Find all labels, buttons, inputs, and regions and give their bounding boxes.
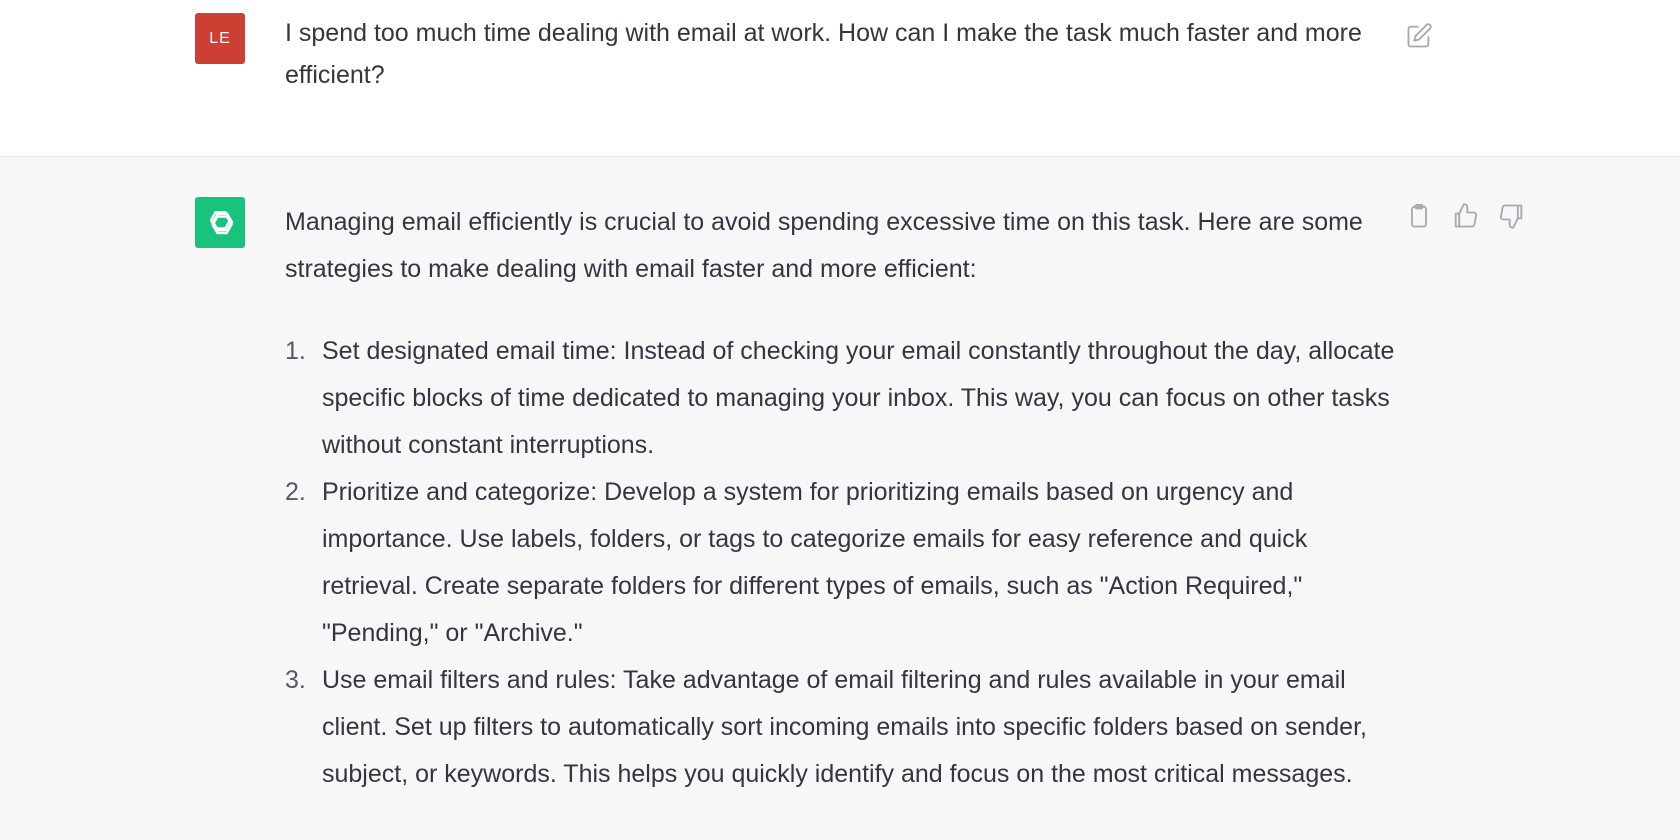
edit-icon[interactable] — [1405, 22, 1433, 50]
user-message-text: I spend too much time dealing with email at work. How can I make the task much faster and more efficient? — [285, 19, 1362, 89]
assistant-message-row — [0, 157, 1680, 840]
list-item — [285, 328, 1395, 469]
list-item-text: Prioritize and categorize: Develop a system for prioritizing emails based on urgency and importance. Use labels, folders, or tags to categorize emails for easy reference and quick retrieval. Create separate folders for different types of emails, such as "Action Required," "Pending," or "Archive." — [322, 478, 1308, 647]
assistant-intro-text: Managing email efficiently is crucial to avoid spending excessive time on this task. Here are some strategies to make dealing with email faster and more efficient: — [285, 208, 1363, 283]
user-avatar — [195, 13, 245, 64]
strategy-list — [285, 328, 1395, 798]
thumbs-up-icon[interactable] — [1451, 202, 1479, 230]
list-item — [285, 657, 1395, 798]
list-item-number: 1. — [285, 337, 306, 365]
list-item-text: Use email filters and rules: Take advantage of email filtering and rules available in your email client. Set up filters to automatically sort incoming emails into specific folders based on sender, subject, or keywords. This helps you quickly identify and focus on the most critical messages. — [322, 666, 1367, 788]
user-avatar-initials: LE — [209, 29, 231, 47]
assistant-avatar — [195, 197, 245, 248]
assistant-logo-icon — [202, 205, 238, 241]
list-item-text: Set designated email time: Instead of checking your email constantly throughout the day, allocate specific blocks of time dedicated to managing your inbox. This way, you can focus on other tasks without constant interruptions. — [322, 337, 1395, 459]
user-message-row — [0, 0, 1680, 157]
clipboard-icon[interactable] — [1405, 202, 1433, 230]
list-item-number: 2. — [285, 478, 306, 506]
list-item — [285, 469, 1395, 657]
thumbs-down-icon[interactable] — [1498, 202, 1526, 230]
list-item-number: 3. — [285, 666, 306, 694]
